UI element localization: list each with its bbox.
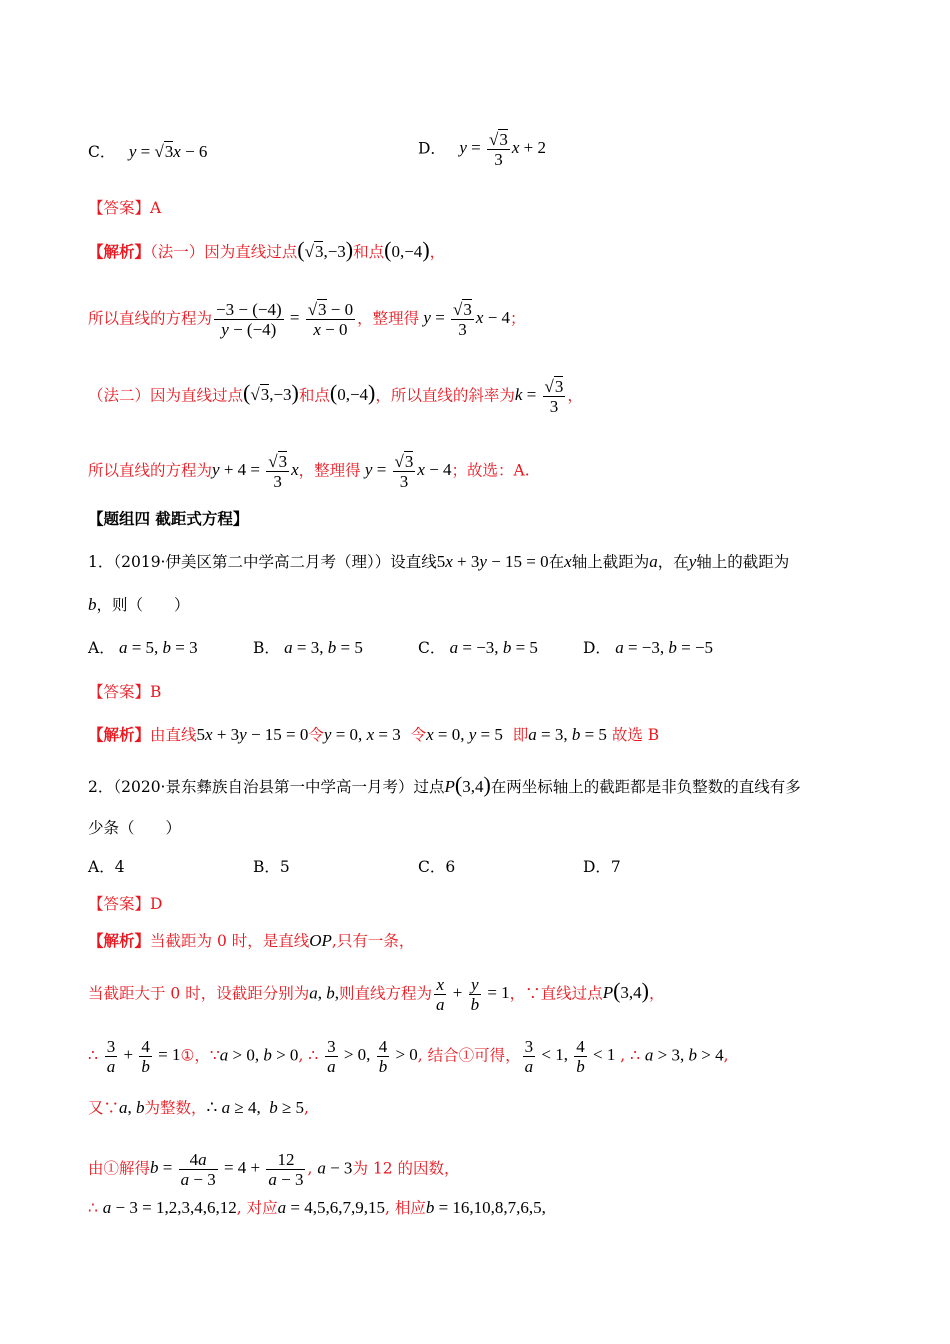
solution-1-line-2: 所以直线的方程为 $\frac{-3 - (-4)}{y - (-4)}$ = $\frac{√3 - 0}{x - 0}$ ，整理得 y = $\frac{√3}{3}$ x − 4； bbox=[88, 300, 526, 339]
solution-2: 【解析】由直线5x + 3y − 15 = 0令y = 0, x = 3 令x = 0, y = 5 即a = 3, b = 5 故选 B bbox=[88, 725, 660, 744]
question-1-line-2: b，则（ ） bbox=[88, 595, 190, 614]
solution-1-line-1: 【解析】（法一）因为直线过点(√3,−3)和点(0,−4)， bbox=[88, 237, 446, 262]
question-2-line-1: 2．（2020·景东彝族自治县第一中学高一月考）过点P(3,4)在两坐标轴上的截距都是非负整数的直线有多 bbox=[88, 772, 801, 797]
answer-1: 【答案】A bbox=[88, 199, 162, 217]
question-1-line-1: 1．（2019·伊美区第二中学高二月考（理））设直线5x + 3y − 15 = 0在x轴上截距为a，在y轴上的截距为 bbox=[88, 552, 790, 571]
solution-1-line-3: （法二）因为直线过点(√3,−3)和点(0,−4)，所以直线的斜率为k = $\frac{√3}{3}$ ， bbox=[88, 377, 583, 416]
option-d-label: D． bbox=[418, 139, 446, 158]
answer-3: 【答案】D bbox=[88, 895, 163, 913]
solution-3-line-2: 当截距大于 0 时，设截距分别为a, b,则直线方程为 $\frac{x}{a}$ + $\frac{y}{b}$ = 1，∵直线过点P(3,4)， bbox=[88, 975, 665, 1014]
option-c-label: C． bbox=[88, 143, 116, 161]
solution-3-line-5: 由①解得b = $\frac{4a}{a - 3}$ = 4 + $\frac{12}{a - 3}$ , a − 3为 12 的因数， bbox=[88, 1150, 460, 1189]
solution-3-line-6: ∴ a − 3 = 1,2,3,4,6,12, 对应a = 4,5,6,7,9,15, 相应b = 16,10,8,7,6,5, bbox=[88, 1198, 546, 1217]
solution-3-line-1: 【解析】当截距为 0 时，是直线OP,只有一条， bbox=[88, 931, 415, 950]
answer-2: 【答案】B bbox=[88, 683, 162, 701]
solution-3-line-4: 又∵a, b为整数，∴ a ≥ 4, b ≥ 5, bbox=[88, 1098, 309, 1117]
option-d-formula: y = $\frac{√3}{3}$ x + 2 bbox=[459, 130, 546, 169]
question-2-line-2: 少条（ ） bbox=[88, 819, 182, 837]
solution-3-line-3: ∴ $\frac{3}{a}$ + $\frac{4}{b}$ = 1①，∵a > 0, b > 0, ∴ $\frac{3}{a}$ > 0, $\frac{4}{b}$ > 0, 结合①可得， $\frac{3}{a}$ < 1, $\frac{4}{b}$ < 1 , ∴ a > 3, b > 4, bbox=[88, 1037, 729, 1076]
group-4-title: 【题组四 截距式方程】 bbox=[88, 509, 249, 528]
solution-1-line-4: 所以直线的方程为y + 4 = $\frac{√3}{3}$ x，整理得 y = $\frac{√3}{3}$ x − 4；故选：A. bbox=[88, 452, 530, 491]
option-c-formula: y = √3x − 6 bbox=[128, 142, 208, 161]
